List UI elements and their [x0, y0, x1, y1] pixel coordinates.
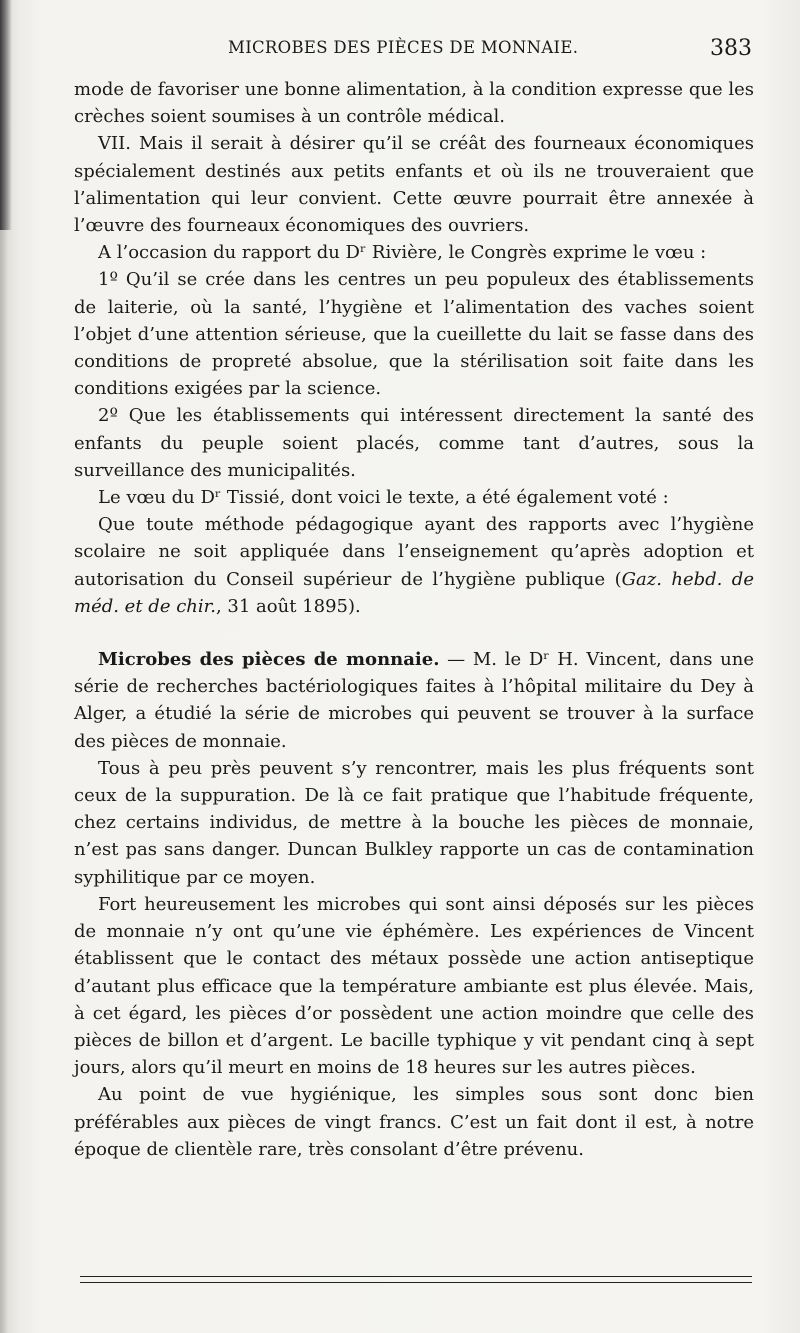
double-rule-top [80, 1276, 752, 1277]
paragraph-wish-1: 1º Qu’il se crée dans les centres un peu populeux des établissements de laiterie, où la santé, l’hygiène et l’alimentation des vaches soient l’objet d’une attention sérieuse, que la cueillette du lait se fasse dans des conditions de propreté absolue, que la stérilisation soit faite dans les conditions exigées par la science. [74, 269, 754, 400]
running-head [0, 38, 800, 68]
citation-date: , 31 août 1895). [215, 595, 361, 617]
paragraph-vii: VII. Mais il serait à désirer qu’il se créât des fourneaux économiques spécialement destinés aux petits enfants et où ils ne trouveraient que l’alimentation qui leur convient. Cette œuvre pourrait être annexée à l’œuvre des fourneaux économiques des ouvriers. [74, 133, 754, 237]
paragraph-methode: Que toute méthode pédagogique ayant des rapports avec l’hygiène scolaire ne soit appliquée dans l’enseignement qu’après adoption et autorisation du Conseil supérieur de l’hygiène publique (Gaz. hebd. de méd. et de chir., 31 août 1895). [74, 514, 754, 617]
page-number: 383 [710, 36, 752, 61]
body-text [74, 76, 754, 1163]
section-lead: — M. le Dʳ H. Vincent, dans une série de recherches bactériologiques faites à l’hôpital militaire du Dey à Alger, a étudié la série de microbes qui peuvent se trouver à la surface des pièces de monnaie. [74, 649, 755, 752]
page-edge-shadow [0, 0, 12, 230]
double-rule-bottom [80, 1282, 752, 1283]
section-gap [74, 620, 754, 646]
page-edge-shadow-lower [0, 230, 8, 1333]
paragraph-wish-2: 2º Que les établissements qui intéressent directement la santé des enfants du peuple soient placés, comme tant d’autres, sous la surveillance des municipalités. [74, 405, 754, 481]
paragraph-riviere: A l’occasion du rapport du Dʳ Rivière, le Congrès exprime le vœu : [98, 242, 707, 264]
paragraph-tissie: Le vœu du Dʳ Tissié, dont voici le texte, a été également voté : [98, 487, 669, 509]
running-title: MICROBES DES PIÈCES DE MONNAIE. [228, 38, 579, 57]
section-paragraph-suppuration: Tous à peu près peuvent s’y rencontrer, mais les plus fréquents sont ceux de la suppuration. De là ce fait pratique que l’habitude fréquente, chez certains individus, de mettre à la bouche les pièces de monnaie, n’est pas sans danger. Duncan Bulkley rapporte un cas de contamination syphilitique par ce moyen. [74, 757, 754, 888]
section-lead-paragraph [74, 646, 754, 755]
section-paragraph-conclusion: Au point de vue hygiénique, les simples sous sont donc bien préférables aux pièces de vingt francs. C’est un fait dont il est, à notre époque de clientèle rare, très consolant d’être prévenu. [74, 1084, 754, 1160]
methode-text: Que toute méthode pédagogique ayant des rapports avec l’hygiène scolaire ne soit appliquée dans l’enseignement qu’après adoption et autorisation du Conseil supérieur de l’hygiène publique [74, 514, 754, 590]
citation-source: Gaz. hebd. de méd. et de chir. [74, 568, 754, 617]
paragraph-continuation: mode de favoriser une bonne alimentation, à la condition expresse que les crèches soient soumises à un contrôle médical. [74, 79, 754, 128]
section-title: Microbes des pièces de monnaie. [98, 649, 440, 671]
section-paragraph-metaux: Fort heureusement les microbes qui sont ainsi déposés sur les pièces de monnaie n’y ont qu’une vie éphémère. Les expériences de Vincent établissent que le contact des métaux possède une action antiseptique d’autant plus efficace que la température ambiante est plus élevée. Mais, à cet égard, les pièces d’or possèdent une action moindre que celle des pièces de billon et d’argent. Le bacille typhique y vit pendant cinq à sept jours, alors qu’il meurt en moins de 18 heures sur les autres pièces. [74, 893, 754, 1079]
